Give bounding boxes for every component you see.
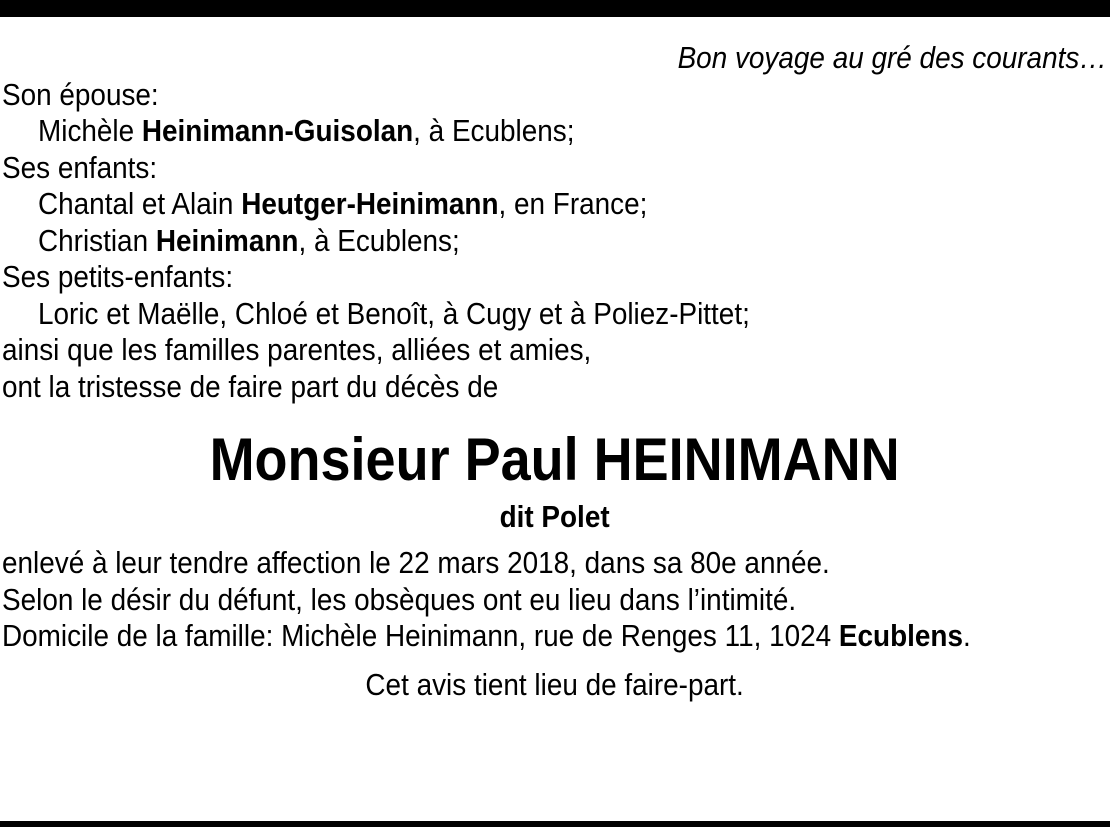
closing-line: Cet avis tient lieu de faire-part.: [365, 666, 744, 702]
notice-body: [2, 40, 1107, 703]
top-border: [0, 0, 1110, 17]
address-end: .: [962, 618, 971, 653]
child-line: [2, 223, 1107, 260]
grandchildren-line: Loric et Maëlle, Chloé et Benoît, à Cugy et à Poliez-Pittet;: [38, 295, 750, 331]
detail-line-2: Selon le désir du défunt, les obsèques ont eu lieu dans l’intimité.: [2, 581, 797, 617]
child-surname: Heutger-Heinimann: [241, 186, 499, 221]
child-suffix: , en France;: [498, 186, 648, 221]
announce-line: ont la tristesse de faire part du décès de: [2, 368, 499, 404]
deceased-nickname: dit Polet: [499, 499, 610, 534]
address-city: Ecublens: [838, 618, 963, 653]
child-line: [2, 186, 1107, 223]
child-prefix: Christian: [38, 222, 156, 258]
spouse-line: [2, 113, 1107, 150]
spouse-suffix: , à Ecublens;: [413, 113, 575, 148]
detail-line-1: enlevé à leur tendre affection le 22 mars 2018, dans sa 80e année.: [2, 545, 830, 580]
motto: Bon voyage au gré des courants…: [677, 40, 1108, 75]
deceased-name: Monsieur Paul HEINIMANN: [209, 426, 900, 493]
child-surname: Heinimann: [155, 222, 299, 258]
family-line: ainsi que les familles parentes, alliées et amies,: [2, 332, 592, 367]
children-heading: Ses enfants:: [2, 149, 158, 185]
address-text: Domicile de la famille: Michèle Heinimann, rue de Renges 11, 1024: [2, 618, 839, 653]
child-prefix: Chantal et Alain: [38, 186, 242, 221]
grandchildren-heading: Ses petits-enfants:: [2, 259, 234, 294]
spouse-heading: Son épouse:: [2, 76, 159, 112]
spouse-surname: Heinimann-Guisolan: [141, 113, 414, 148]
detail-line-3: [2, 618, 1107, 655]
child-suffix: , à Ecublens;: [298, 222, 460, 258]
spouse-prefix: Michèle: [38, 113, 142, 148]
bottom-border: [0, 821, 1110, 827]
